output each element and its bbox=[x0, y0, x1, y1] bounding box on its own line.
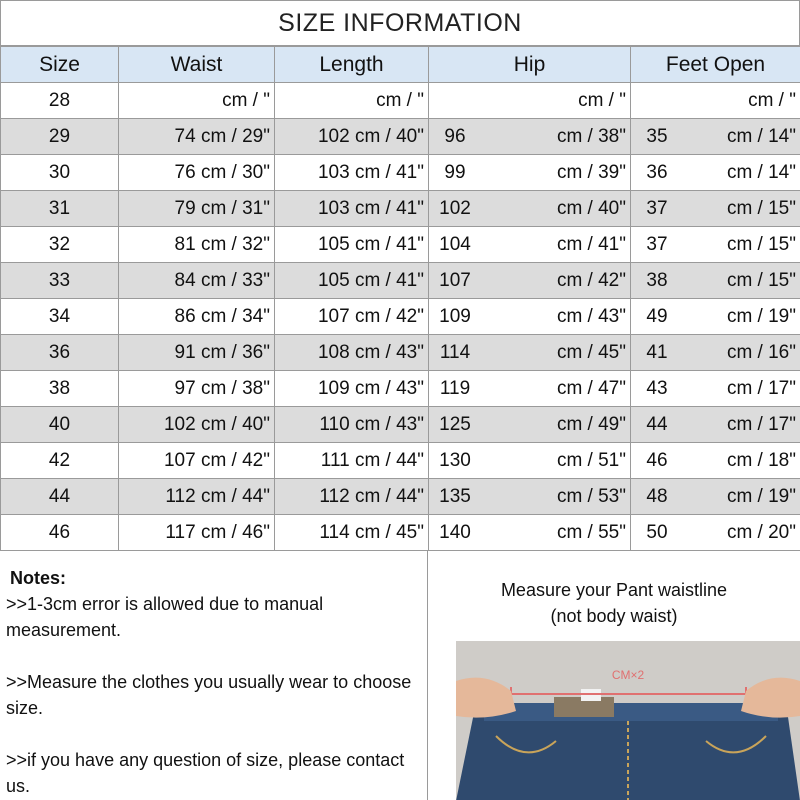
cell-size: 32 bbox=[1, 227, 119, 263]
note-item: >>1-3cm error is allowed due to manual measurement. bbox=[6, 594, 324, 640]
table-row bbox=[1, 371, 800, 407]
cell-value: 135 bbox=[439, 485, 471, 507]
jeans-waist-photo bbox=[456, 641, 800, 800]
cell-unit: cm / 20" bbox=[726, 521, 796, 543]
table-row bbox=[1, 335, 800, 371]
cell-value: 49 bbox=[646, 305, 668, 327]
cell-waist: 91 cm / 36" bbox=[119, 335, 275, 371]
jeans-illustration bbox=[456, 641, 800, 800]
cell-unit: cm / 15" bbox=[726, 197, 796, 219]
cell-value: 37 bbox=[646, 197, 668, 219]
cell-unit: cm / 45" bbox=[556, 341, 626, 363]
table-row bbox=[1, 119, 800, 155]
cell-hip bbox=[429, 479, 631, 515]
table-row bbox=[1, 479, 800, 515]
cell-size: 40 bbox=[1, 407, 119, 443]
cell-unit: cm / 15" bbox=[726, 269, 796, 291]
cell-feet-open bbox=[631, 515, 800, 551]
cell-hip bbox=[429, 119, 631, 155]
cell-feet-open bbox=[631, 371, 800, 407]
cell-length: 112 cm / 44" bbox=[275, 479, 429, 515]
cell-waist: 102 cm / 40" bbox=[119, 407, 275, 443]
cell-unit: cm / 16" bbox=[726, 341, 796, 363]
header-hip: Hip bbox=[429, 47, 631, 83]
cell-unit: cm / 19" bbox=[726, 485, 796, 507]
cell-size: 33 bbox=[1, 263, 119, 299]
cell-waist: 107 cm / 42" bbox=[119, 443, 275, 479]
cell-hip bbox=[429, 83, 631, 119]
cell-feet-open bbox=[631, 83, 800, 119]
measure-panel bbox=[428, 551, 800, 800]
cell-value: 43 bbox=[646, 377, 668, 399]
cell-value: 130 bbox=[439, 449, 471, 471]
cell-value: 35 bbox=[646, 125, 668, 147]
cell-hip bbox=[429, 407, 631, 443]
cell-waist: 74 cm / 29" bbox=[119, 119, 275, 155]
cell-size: 30 bbox=[1, 155, 119, 191]
cell-size: 34 bbox=[1, 299, 119, 335]
cell-size: 42 bbox=[1, 443, 119, 479]
cell-feet-open bbox=[631, 263, 800, 299]
cell-unit: cm / 39" bbox=[556, 161, 626, 183]
page-title: SIZE INFORMATION bbox=[0, 0, 800, 46]
cell-value: 37 bbox=[646, 233, 668, 255]
cell-unit: cm / 53" bbox=[556, 485, 626, 507]
cell-waist: 84 cm / 33" bbox=[119, 263, 275, 299]
cell-length: 103 cm / 41" bbox=[275, 191, 429, 227]
cell-unit: cm / 49" bbox=[556, 413, 626, 435]
cell-feet-open bbox=[631, 191, 800, 227]
cell-unit: cm / 18" bbox=[726, 449, 796, 471]
header-feet-open: Feet Open bbox=[631, 47, 800, 83]
cell-value: 38 bbox=[646, 269, 668, 291]
cell-unit: cm / 55" bbox=[556, 521, 626, 543]
cell-value: 109 bbox=[439, 305, 471, 327]
cell-feet-open bbox=[631, 443, 800, 479]
cell-length: 105 cm / 41" bbox=[275, 263, 429, 299]
cell-unit: cm / 14" bbox=[726, 125, 796, 147]
cell-unit: cm / 43" bbox=[556, 305, 626, 327]
cell-length: 114 cm / 45" bbox=[275, 515, 429, 551]
cell-hip bbox=[429, 371, 631, 407]
header-waist: Waist bbox=[119, 47, 275, 83]
cell-hip bbox=[429, 155, 631, 191]
cell-unit: cm / " bbox=[578, 89, 626, 111]
cell-waist: 79 cm / 31" bbox=[119, 191, 275, 227]
cell-waist: 76 cm / 30" bbox=[119, 155, 275, 191]
cell-value: 102 bbox=[439, 197, 471, 219]
cell-value: 46 bbox=[646, 449, 668, 471]
cell-unit: cm / 41" bbox=[556, 233, 626, 255]
measure-caption-line2: (not body waist) bbox=[550, 606, 678, 626]
cell-waist: 97 cm / 38" bbox=[119, 371, 275, 407]
cell-unit: cm / 17" bbox=[726, 377, 796, 399]
note-item: >>if you have any question of size, please contact us. bbox=[6, 750, 405, 796]
cell-length: 108 cm / 43" bbox=[275, 335, 429, 371]
cell-unit: cm / 14" bbox=[726, 161, 796, 183]
cell-feet-open bbox=[631, 407, 800, 443]
cell-hip bbox=[429, 515, 631, 551]
cell-feet-open bbox=[631, 479, 800, 515]
cell-waist: 112 cm / 44" bbox=[119, 479, 275, 515]
cell-length: 107 cm / 42" bbox=[275, 299, 429, 335]
cell-value: 114 bbox=[439, 341, 471, 363]
cell-length: 103 cm / 41" bbox=[275, 155, 429, 191]
cell-hip bbox=[429, 191, 631, 227]
cell-value: 96 bbox=[444, 125, 466, 147]
cell-unit: cm / 42" bbox=[556, 269, 626, 291]
cell-value: 99 bbox=[444, 161, 466, 183]
table-row bbox=[1, 299, 800, 335]
table-row bbox=[1, 515, 800, 551]
cell-size: 38 bbox=[1, 371, 119, 407]
cell-value: 119 bbox=[439, 377, 471, 399]
measure-caption bbox=[428, 577, 800, 629]
cell-hip bbox=[429, 227, 631, 263]
cell-unit: cm / 51" bbox=[556, 449, 626, 471]
cell-waist: 117 cm / 46" bbox=[119, 515, 275, 551]
cell-feet-open bbox=[631, 155, 800, 191]
cell-value: 50 bbox=[646, 521, 668, 543]
table-row bbox=[1, 227, 800, 263]
tape-label: CM×2 bbox=[611, 668, 645, 682]
cell-hip bbox=[429, 299, 631, 335]
cell-unit: cm / 47" bbox=[556, 377, 626, 399]
cell-value: 44 bbox=[646, 413, 668, 435]
measure-caption-line1: Measure your Pant waistline bbox=[500, 580, 728, 600]
cell-unit: cm / " bbox=[748, 89, 796, 111]
cell-unit: cm / 15" bbox=[726, 233, 796, 255]
cell-length: cm / " bbox=[275, 83, 429, 119]
header-length: Length bbox=[275, 47, 429, 83]
cell-length: 111 cm / 44" bbox=[275, 443, 429, 479]
cell-value: 48 bbox=[646, 485, 668, 507]
cell-unit: cm / 19" bbox=[726, 305, 796, 327]
cell-size: 46 bbox=[1, 515, 119, 551]
cell-length: 109 cm / 43" bbox=[275, 371, 429, 407]
size-table bbox=[0, 46, 800, 551]
header-size: Size bbox=[1, 47, 119, 83]
table-body bbox=[1, 83, 800, 551]
cell-value: 140 bbox=[439, 521, 471, 543]
waistband bbox=[484, 703, 778, 721]
cell-unit: cm / 38" bbox=[556, 125, 626, 147]
table-row bbox=[1, 155, 800, 191]
table-row bbox=[1, 443, 800, 479]
cell-size: 29 bbox=[1, 119, 119, 155]
cell-value: 125 bbox=[439, 413, 471, 435]
cell-hip bbox=[429, 443, 631, 479]
cell-size: 31 bbox=[1, 191, 119, 227]
cell-length: 105 cm / 41" bbox=[275, 227, 429, 263]
cell-length: 110 cm / 43" bbox=[275, 407, 429, 443]
cell-size: 36 bbox=[1, 335, 119, 371]
cell-unit: cm / 17" bbox=[726, 413, 796, 435]
cell-value: 107 bbox=[439, 269, 471, 291]
cell-waist: 81 cm / 32" bbox=[119, 227, 275, 263]
table-row bbox=[1, 407, 800, 443]
bottom-section bbox=[0, 550, 800, 800]
cell-hip bbox=[429, 263, 631, 299]
table-row bbox=[1, 191, 800, 227]
cell-waist: 86 cm / 34" bbox=[119, 299, 275, 335]
table-row bbox=[1, 83, 800, 119]
cell-value: 41 bbox=[646, 341, 668, 363]
cell-value: 104 bbox=[439, 233, 471, 255]
note-item: >>Measure the clothes you usually wear to choose size. bbox=[6, 672, 412, 718]
cell-size: 44 bbox=[1, 479, 119, 515]
cell-hip bbox=[429, 335, 631, 371]
table-header-row bbox=[1, 47, 800, 83]
notes-heading: Notes: bbox=[10, 568, 67, 588]
cell-feet-open bbox=[631, 227, 800, 263]
notes-panel bbox=[0, 551, 428, 800]
table-row bbox=[1, 263, 800, 299]
cell-feet-open bbox=[631, 335, 800, 371]
cell-feet-open bbox=[631, 119, 800, 155]
cell-value: 36 bbox=[646, 161, 668, 183]
cell-size: 28 bbox=[1, 83, 119, 119]
cell-unit: cm / 40" bbox=[556, 197, 626, 219]
cell-feet-open bbox=[631, 299, 800, 335]
cell-waist: cm / " bbox=[119, 83, 275, 119]
cell-length: 102 cm / 40" bbox=[275, 119, 429, 155]
